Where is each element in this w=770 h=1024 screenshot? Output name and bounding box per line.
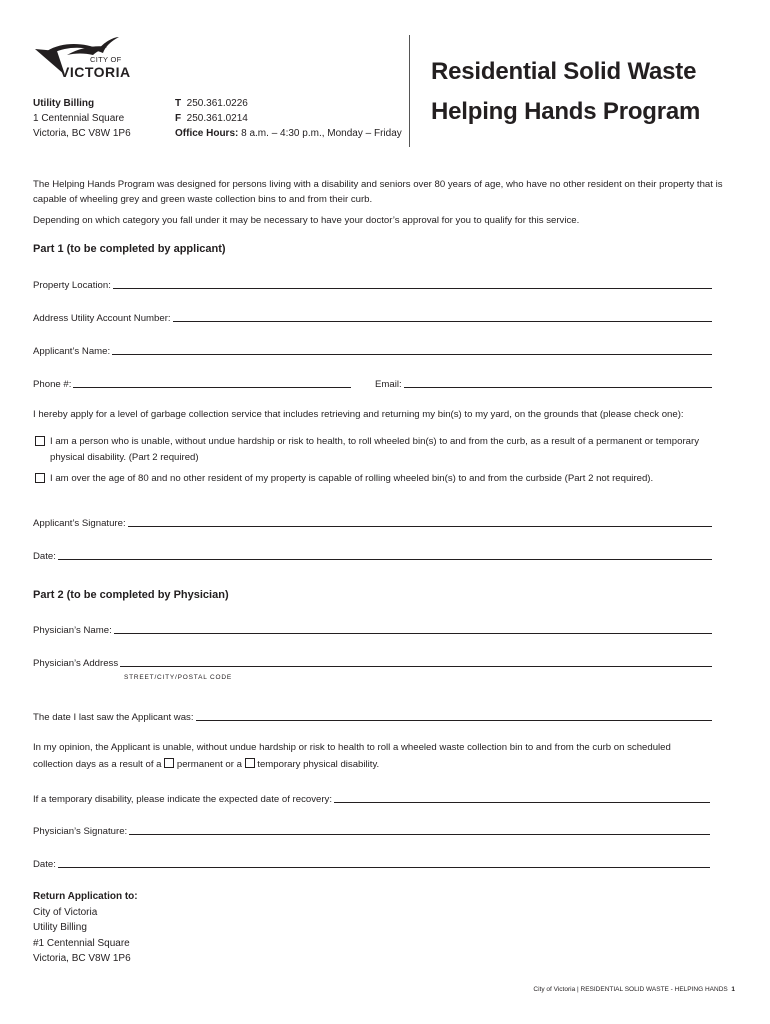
phone-number: 250.361.0226: [186, 98, 248, 109]
header-divider: [409, 35, 410, 147]
physician-address-line[interactable]: [120, 666, 712, 667]
physician-signature-line[interactable]: [129, 834, 710, 835]
page-number: 1: [731, 986, 735, 993]
phone-prefix: T: [175, 98, 182, 109]
part1-heading: Part 1 (to be completed by applicant): [33, 243, 226, 255]
office-hours: 8 a.m. – 4:30 p.m., Monday – Friday: [241, 128, 402, 139]
apply-statement: I hereby apply for a level of garbage collection service that includes retrieving and returning my bin(s) to my yard, on the grounds that (please check one):: [33, 409, 684, 420]
permanent-checkbox[interactable]: [164, 758, 174, 768]
temporary-checkbox[interactable]: [245, 758, 255, 768]
physician-address-field[interactable]: [33, 655, 712, 669]
page-footer: [533, 986, 735, 993]
phone-label: Phone #:: [33, 379, 72, 390]
property-location-label: Property Location:: [33, 280, 111, 291]
applicant-signature-label: Applicant’s Signature:: [33, 518, 126, 529]
temporary-label: temporary physical disability.: [257, 758, 380, 770]
option-senior-checkbox[interactable]: [35, 473, 45, 483]
opinion-statement: [33, 741, 733, 772]
phone-line[interactable]: [73, 387, 351, 388]
applicant-date-label: Date:: [33, 551, 56, 562]
last-saw-line[interactable]: [196, 720, 712, 721]
physician-date-field[interactable]: [33, 856, 710, 870]
applicant-signature-line[interactable]: [128, 526, 712, 527]
applicant-signature-field[interactable]: [33, 515, 712, 529]
recovery-date-label: If a temporary disability, please indicate the expected date of recovery:: [33, 794, 332, 805]
return-line-2: Utility Billing: [33, 922, 87, 933]
physician-signature-field[interactable]: [33, 823, 710, 837]
property-location-line[interactable]: [113, 288, 712, 289]
option-disability[interactable]: [33, 434, 723, 468]
footer-text: City of Victoria | RESIDENTIAL SOLID WASTE - HELPING HANDS: [533, 986, 728, 993]
physician-name-line[interactable]: [114, 633, 712, 634]
fax-prefix: F: [175, 113, 182, 124]
department-name: Utility Billing: [33, 98, 95, 109]
recovery-date-line[interactable]: [334, 802, 710, 803]
part2-heading: Part 2 (to be completed by Physician): [33, 589, 229, 601]
page-title: [431, 52, 700, 132]
return-line-1: City of Victoria: [33, 906, 98, 918]
email-line[interactable]: [404, 387, 712, 388]
contact-block: [175, 96, 402, 141]
title-line-2: Helping Hands Program: [431, 98, 701, 125]
office-hours-label: Office Hours:: [175, 128, 239, 139]
property-location-field[interactable]: [33, 277, 712, 291]
applicant-name-field[interactable]: [33, 343, 712, 357]
title-line-1: Residential Solid Waste: [431, 58, 697, 85]
email-label: Email:: [375, 379, 402, 390]
logo-victoria: VICTORIA: [60, 64, 131, 80]
email-field[interactable]: [375, 376, 712, 390]
applicant-date-field[interactable]: [33, 548, 712, 562]
option-disability-checkbox[interactable]: [35, 436, 45, 446]
last-saw-label: The date I last saw the Applicant was:: [33, 712, 194, 723]
intro-paragraph-1: The Helping Hands Program was designed for persons living with a disability and seniors over 80 years of age, who have no other resident on their property that is capable of wheeling grey and green waste collection bins to and from their curb.: [33, 179, 723, 205]
physician-date-label: Date:: [33, 859, 56, 870]
address-line-2: Victoria, BC V8W 1P6: [33, 128, 131, 139]
physician-date-line[interactable]: [58, 867, 710, 868]
option-disability-label: I am a person who is unable, without undue hardship or risk to health, to roll wheeled bin(s) to and from the curb, as a result of a permanent or temporary physical disability. (Part 2 required): [50, 436, 699, 463]
recovery-date-field[interactable]: [33, 791, 710, 805]
return-heading: Return Application to:: [33, 891, 138, 902]
account-number-label: Address Utility Account Number:: [33, 313, 171, 324]
address-block: [33, 96, 131, 141]
option-senior[interactable]: [33, 471, 723, 489]
address-sublabel: STREET/CITY/POSTAL CODE: [124, 674, 232, 681]
logo-city-of: CITY OF: [90, 55, 122, 64]
account-number-field[interactable]: [33, 310, 712, 324]
return-address: [33, 889, 138, 967]
physician-signature-label: Physician’s Signature:: [33, 826, 128, 837]
city-of-victoria-logo: [33, 33, 141, 87]
address-line-1: 1 Centennial Square: [33, 113, 125, 124]
return-line-3: #1 Centennial Square: [33, 937, 130, 949]
physician-address-label: Physician’s Address: [33, 658, 119, 669]
permanent-label: permanent or a: [176, 758, 242, 770]
account-number-line[interactable]: [173, 321, 712, 322]
physician-name-field[interactable]: [33, 622, 712, 636]
fax-number: 250.361.0214: [186, 113, 248, 124]
applicant-date-line[interactable]: [58, 559, 712, 560]
intro-paragraph-2: Depending on which category you fall under it may be necessary to have your doctor’s approval for you to qualify for this service.: [33, 215, 580, 226]
opinion-line-2: collection days as a result of a: [33, 758, 162, 770]
return-line-4: Victoria, BC V8W 1P6: [33, 953, 131, 964]
physician-name-label: Physician’s Name:: [33, 625, 112, 636]
option-senior-label: I am over the age of 80 and no other resident of my property is capable of rolling wheeled bin(s) to and from the curbside (Part 2 not required).: [50, 473, 654, 484]
applicant-name-line[interactable]: [112, 354, 712, 355]
phone-field[interactable]: [33, 376, 351, 390]
applicant-name-label: Applicant’s Name:: [33, 346, 111, 357]
last-saw-field[interactable]: [33, 709, 712, 723]
opinion-line-1: In my opinion, the Applicant is unable, without undue hardship or risk to health to roll a wheeled waste collection bin to and from the curb on scheduled: [33, 742, 671, 753]
